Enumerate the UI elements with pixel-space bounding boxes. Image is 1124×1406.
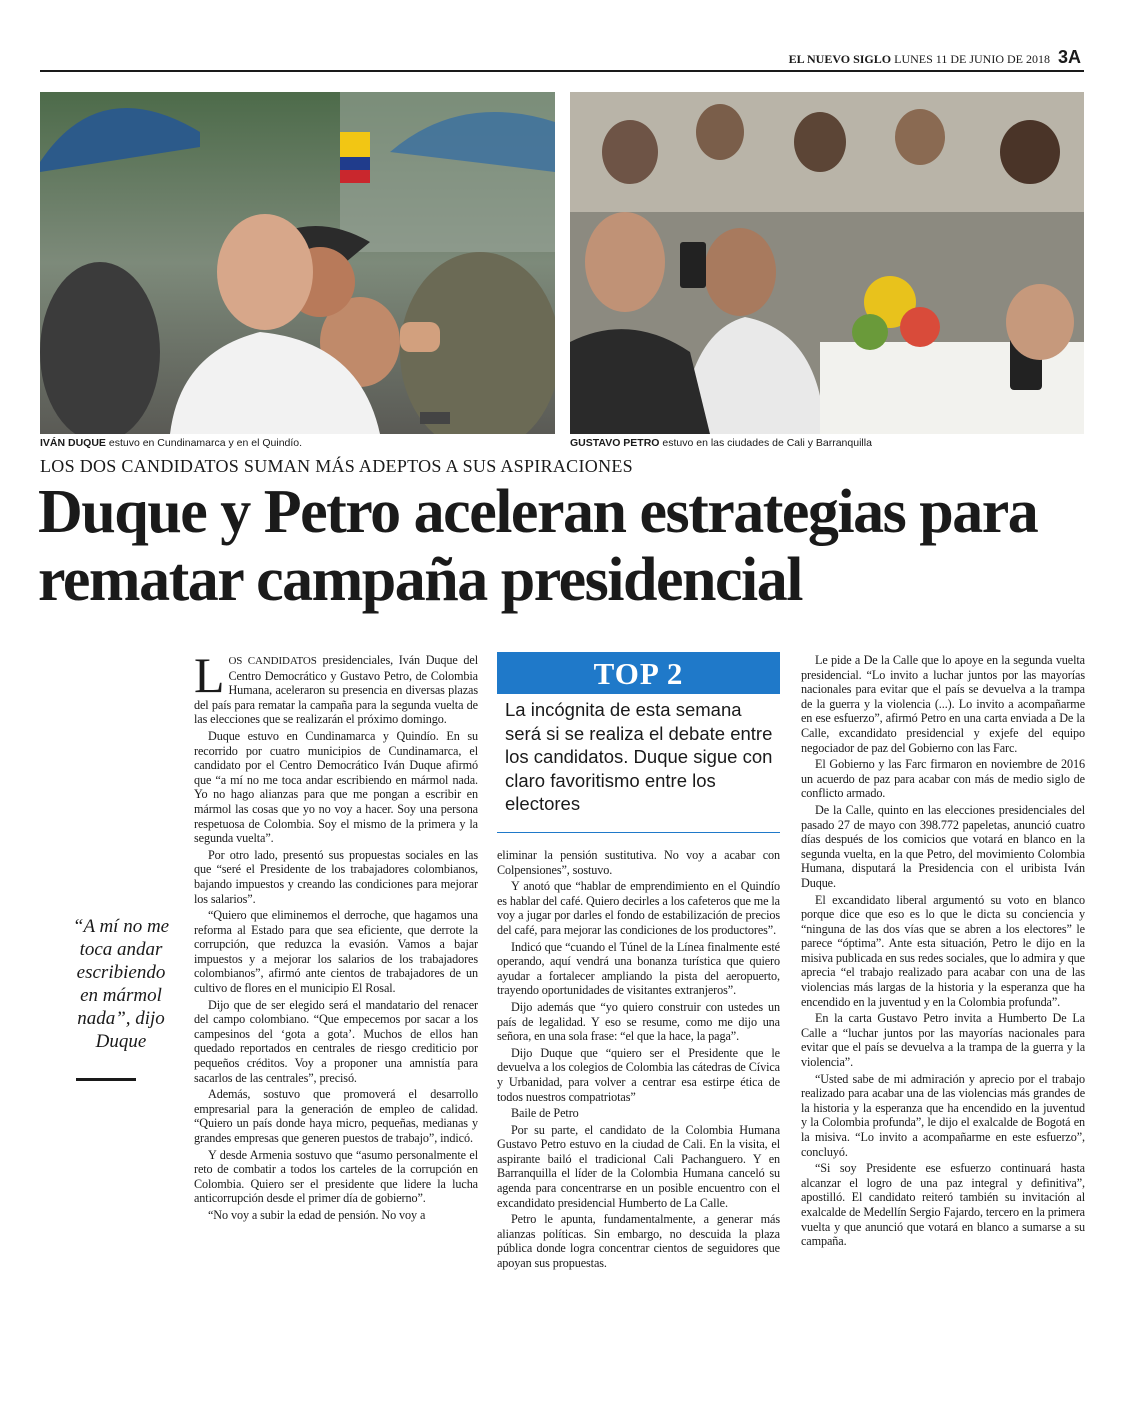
- pull-quote: “A mí no me toca andar escribiendo en mármol nada”, dijo Duque: [72, 916, 170, 1052]
- lead-text: presidenciales, Iván Duque del Centro Democrático y Gustavo Petro, de Colombia Humana, aceleraron su presencia en diversas plazas del país para rematar la campaña para la segunda vuelta de las elecciones que se realizarán el próximo domingo.: [194, 653, 478, 727]
- paragraph: Dijo además que “yo quiero construir con ustedes un país de legalidad. Y eso se resume, como me dijo una señora, en una sola frase: “el que la hace, la paga”.: [497, 999, 780, 1044]
- paragraph: El Gobierno y las Farc firmaron en noviembre de 2016 un acuerdo de paz para acabar con más de medio siglo de conflicto armado.: [801, 757, 1085, 801]
- paragraph: Dijo Duque que “quiero ser el Presidente que le devuelva a los colegios de Colombia las cátedras de Cívica y Urbanidad, para volver a centrar esa estirpe ética de todos nuestros compatriotas”: [497, 1045, 780, 1104]
- paragraph: Le pide a De la Calle que lo apoye en la segunda vuelta presidencial. “Lo invito a luchar juntos por las mayorías nacionales para evitar que el país se devuelva a la trampa de la guerra y la violencia (...). Lo invito a acompañarme en ese esfuerzo”, afirmó Petro en una carta enviada a De la Calle, excandidato presidencial y exjefe del equipo negociador de paz del Gobierno con las Farc.: [801, 653, 1085, 755]
- paragraph: En la carta Gustavo Petro invita a Humberto De La Calle a “luchar juntos por las mayorías nacionales para evitar que el país se devuelva a la trampa de la guerra y la violencia”.: [801, 1011, 1085, 1070]
- paragraph: eliminar la pensión sustitutiva. No voy a acabar con Colpensiones”, sostuvo.: [497, 848, 780, 877]
- pull-quote-rule: [76, 1078, 136, 1081]
- article-column-1: [194, 653, 478, 1358]
- article-column-3: [801, 653, 1085, 1358]
- caption-text: estuvo en Cundinamarca y en el Quindío.: [105, 437, 303, 449]
- petro-photo: [570, 92, 1084, 434]
- paragraph: Por su parte, el candidato de la Colombia Humana Gustavo Petro estuvo en la ciudad de Cali. En la visita, el aspirante bailó el tradicional Cali Pachanguero. Y en Barranquilla el líder de la Colombia Humana canceló su agenda para concentrarse en un posible encuentro con el excandidato presidencial Humberto de La Calle.: [497, 1122, 780, 1210]
- paragraph: “No voy a subir la edad de pensión. No voy a: [208, 1207, 426, 1222]
- article-headline: Duque y Petro aceleran estrategias para rematar campaña presidencial: [38, 478, 1038, 614]
- publication-name: EL NUEVO SIGLO: [788, 52, 892, 66]
- top-box-text: La incógnita de esta semana será si se realiza el debate entre los candidatos. Duque sigue con claro favoritismo entre los electores: [505, 699, 773, 814]
- top-box-title: TOP 2: [497, 652, 780, 694]
- paragraph: Dijo que de ser elegido será el mandatario del renacer del campo colombiano. “Que empecemos por sacar a los campesinos del ‘gota a gota’. Muchos de ellos han quedado reportados en centrales de riesgo crediticio por pequeños créditos. Voy a proponer una amnistía para sacarlos de las centrales”, precisó.: [194, 997, 478, 1085]
- paragraph: De la Calle, quinto en las elecciones presidenciales del pasado 27 de mayo con 398.772 papeletas, anunció cuatro días después de los comicios que votará en blanco en la segunda vuelta, en la que Petro, del movimiento Colombia Humana, disputará la Presidencia con el uribista Iván Duque.: [801, 802, 1085, 890]
- paragraph: Además, sostuvo que promoverá el desarrollo empresarial para la generación de empleo de calidad. “Quiero un país donde haya micro, pequeñas, medianas y grandes empresas que generen puestos de trabajo”, indicó.: [194, 1087, 478, 1145]
- paragraph: Y desde Armenia sostuvo que “asumo personalmente el reto de combatir a todos los carteles de la corrupción en Colombia. Quiero ser el presidente que lidere la lucha anticorrupción desde el primer día de gobierno”.: [194, 1147, 478, 1206]
- paragraph: “Usted sabe de mi admiración y aprecio por el trabajo realizado para acabar una de las violencias más grandes de la historia y la esperanza que ha encendido en la juventud y la Colombia profunda”, le dijo el exalcalde de Bogotá en la misiva. “Lo invito a acompañarme en este esfuerzo”, concluyó.: [801, 1071, 1085, 1159]
- top-box-rule: [497, 832, 780, 833]
- lead-paragraph: [194, 653, 478, 727]
- paragraph: Duque estuvo en Cundinamarca y Quindío. En su recorrido por cuatro municipios de Cundinamarca, el candidato por el Centro Democrático Iván Duque afirmó que “a mí no me toca andar escribiendo en mármol nada. Yo no hago alianzas para que me pongan a escribir en mármol las cosas que yo no voy a hacer. Soy una persona respetuosa de Colombia. Soy el mismo de la primera y la segunda vuelta”.: [194, 728, 478, 846]
- petro-photo-caption: [570, 437, 872, 449]
- paragraph: “Si soy Presidente ese esfuerzo continuará hasta alcanzar el logro de una paz integral y definitiva”, apostilló. El candidato reiteró también su invitación al exalcalde de Medellín Sergio Fajardo, tercero en la primera vuelta y que anunció que votará en blanco a sumarse a su campaña.: [801, 1161, 1085, 1249]
- article-kicker: LOS DOS CANDIDATOS SUMAN MÁS ADEPTOS A SUS ASPIRACIONES: [40, 456, 633, 476]
- page-number: 3A: [1058, 47, 1082, 67]
- petro-event-image: [570, 92, 1084, 434]
- header-divider: [40, 70, 1084, 72]
- paragraph: Y anotó que “hablar de emprendimiento en el Quindío es hablar del café. Quiero decirles a los cafeteros que me la voy a jugar por darles el fondo de estabilización de precios del café, para mejorar las condiciones de los productores”.: [497, 879, 780, 937]
- caption-text: estuvo en las ciudades de Cali y Barranquilla: [659, 437, 872, 449]
- subheading: Baile de Petro: [511, 1106, 579, 1121]
- lead-smallcaps: OS CANDIDATOS: [228, 655, 317, 667]
- page-header: [700, 52, 1050, 67]
- caption-name: IVÁN DUQUE: [40, 437, 106, 449]
- duque-photo-caption: [40, 437, 302, 449]
- caption-name: GUSTAVO PETRO: [570, 437, 660, 449]
- duque-rally-image: [40, 92, 555, 434]
- paragraph: Por otro lado, presentó sus propuestas sociales en las que “seré el Presidente de los trabajadores colombianos, bajando impuestos y creando las condiciones para mejorar los salarios”.: [194, 847, 478, 906]
- publication-date: LUNES 11 DE JUNIO DE 2018: [894, 52, 1050, 66]
- paragraph: El excandidato liberal argumentó su voto en blanco porque dice que eso es lo que le dicta su conciencia y “ninguna de las dos vías que se abren a los electores” le parece “óptima”. Ante esta situación, Petro le dijo en la misiva publicada en sus redes sociales, que lo admira y que aprecia “el trabajo realizado para acabar con una de las violencias más largas de la historia y la esperanza que ha encendido en la juventud y en la Colombia profunda”.: [801, 892, 1085, 1009]
- paragraph: Indicó que “cuando el Túnel de la Línea finalmente esté operando, aquí vendrá una bonanza turística que quiero ayudar a fortalecer ampliando la pista del aeropuerto, trayendo oportunidades de visitantes extranjeros”.: [497, 939, 780, 998]
- drop-cap: L: [194, 653, 225, 703]
- paragraph: “Quiero que eliminemos el derroche, que hagamos una reforma al Estado para que sea eficiente, que derrote la corrupción, que reduzca la evasión. Vamos a bajar impuestos y a mejorar los salarios de los trabajadores colombianos”, afirmó ante cientos de trabajadores de un cultivo de flores en el municipio El Rosal.: [194, 908, 478, 996]
- article-column-2: [497, 848, 780, 1358]
- paragraph: Petro le apunta, fundamentalmente, a generar más alianzas políticas. Sin embargo, no descuida la plaza pública donde logra concentrar cientos de seguidores que apoyan sus propuestas.: [497, 1212, 780, 1271]
- duque-photo: [40, 92, 555, 434]
